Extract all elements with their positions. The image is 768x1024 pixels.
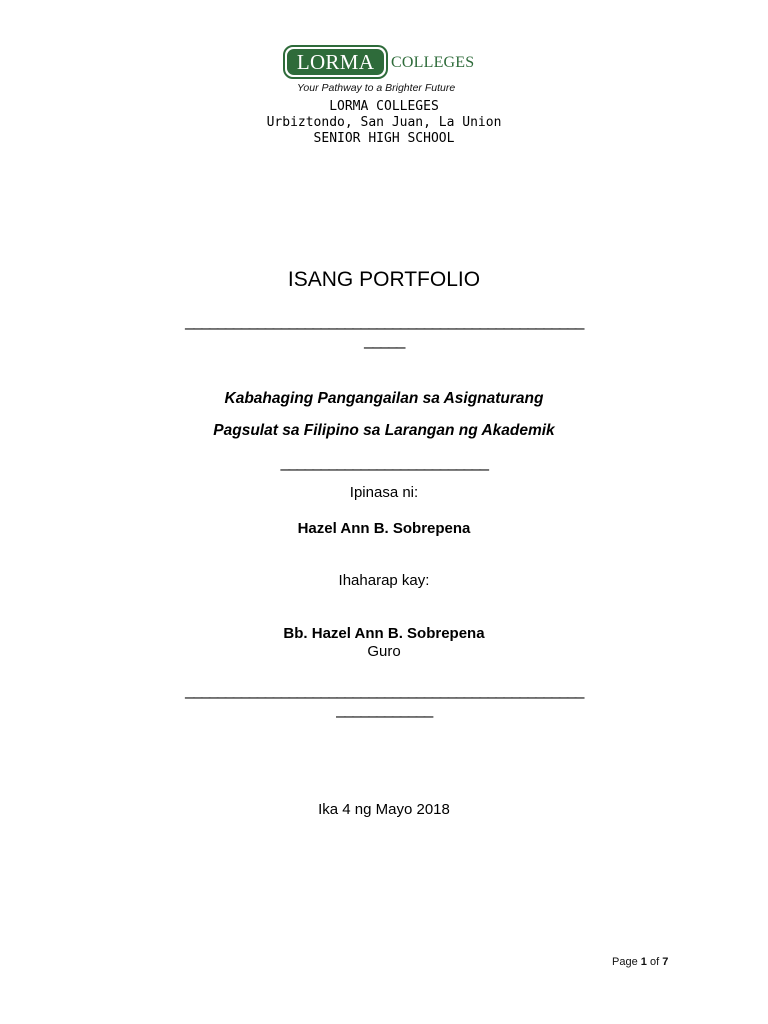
subtitle-line-2: Pagsulat sa Filipino sa Larangan ng Akademik (213, 422, 555, 439)
page-word: Page (612, 956, 638, 968)
submitted-to-name: Bb. Hazel Ann B. Sobrepena (283, 625, 485, 642)
submitted-to-role: Guro (367, 643, 401, 660)
page-total: 7 (662, 956, 669, 968)
submitted-by-name: Hazel Ann B. Sobrepena (297, 520, 471, 537)
rule-line: __________________________ (280, 452, 488, 471)
page-number (612, 956, 668, 968)
rule-line: __________________________________________________ (185, 311, 583, 330)
logo-wordmark: LORMA (287, 49, 384, 75)
institution-name: LORMA COLLEGES (329, 99, 439, 114)
document-date: Ika 4 ng Mayo 2018 (318, 801, 450, 818)
rule-line: __________________________________________________ (185, 680, 583, 699)
submitted-to-label: Ihaharap kay: (338, 572, 430, 589)
page-of: of (649, 956, 660, 968)
submitted-by-label: Ipinasa ni: (349, 484, 419, 501)
institution-division: SENIOR HIGH SCHOOL (313, 131, 455, 146)
page-title: ISANG PORTFOLIO (287, 268, 481, 291)
lorma-colleges-logo (283, 45, 493, 99)
logo-tagline: Your Pathway to a Brighter Future (297, 82, 456, 94)
page-current: 1 (640, 956, 647, 968)
institution-address: Urbiztondo, San Juan, La Union (266, 115, 502, 130)
rule-line: ____________ (336, 699, 432, 718)
rule-line: _____ (364, 330, 404, 349)
logo-wordmark-box (283, 45, 388, 79)
subtitle-line-1: Kabahaging Pangangailan sa Asignaturang (224, 390, 544, 407)
logo-suffix: COLLEGES (391, 54, 475, 71)
